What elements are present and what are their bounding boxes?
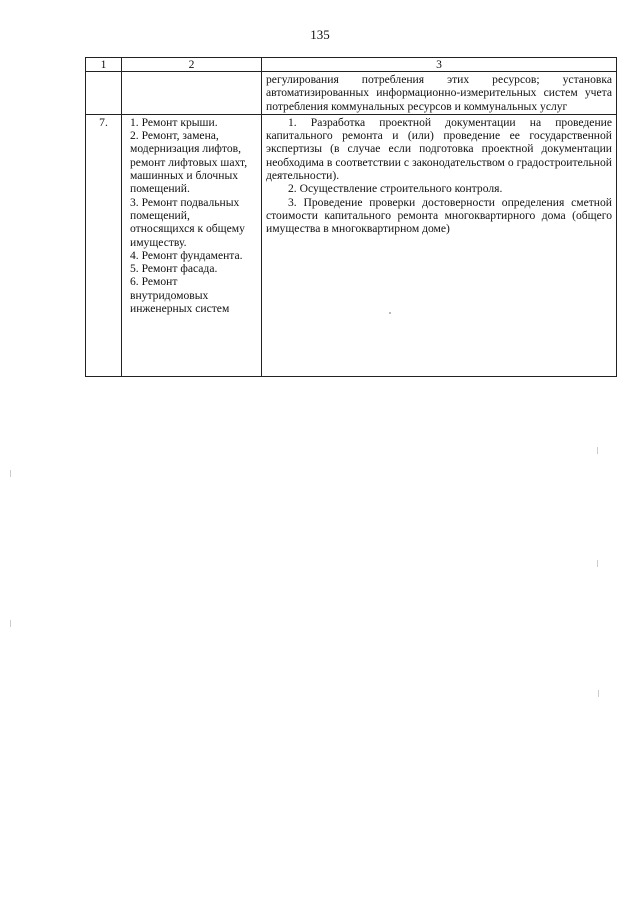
scan-speck (389, 312, 391, 314)
header-col-1: 1 (86, 58, 122, 72)
work-item: 3. Ремонт подвальных помещений, относящихся к общему имуществу. (130, 195, 245, 249)
work-item: 1. Ремонт крыши. (130, 115, 218, 129)
continuation-cell-1 (86, 72, 122, 115)
service-paragraph: 1. Разработка проектной документации на проведение капитального ремонта и (или) проведение ее государственной экспертизы (в случае если подготовка проектной документации необходима в соответствии с законодательством о градостроительной деятельности). (266, 115, 612, 183)
work-item: 2. Ремонт, замена, модернизация лифтов, ремонт лифтовых шахт, машинных и блочных помещений. (130, 129, 248, 196)
document-table (85, 57, 617, 377)
work-item: 4. Ремонт фундамента. (130, 248, 243, 262)
row-number: 7. (86, 114, 122, 376)
page-number: 135 (310, 27, 330, 42)
table-header-row (86, 58, 617, 72)
scan-mark (10, 470, 11, 477)
header-col-2: 2 (122, 58, 262, 72)
continuation-text: регулирования потребления этих ресурсов; установка автоматизированных информационно-измерительных систем учета потребления коммунальных ресурсов и коммунальных услуг (262, 72, 617, 115)
scan-mark (598, 690, 599, 697)
header-col-3: 3 (262, 58, 617, 72)
work-item: 6. Ремонт внутридомовых инженерных систем (130, 275, 230, 316)
service-paragraph: 3. Проведение проверки достоверности определения сметной стоимости капитального ремонта многоквартирного дома (общего имущества в многоквартирном доме) (266, 195, 612, 236)
continuation-row (86, 72, 617, 115)
scan-mark (10, 620, 11, 627)
scan-mark (597, 560, 598, 567)
service-paragraph: 2. Осуществление строительного контроля. (288, 182, 503, 196)
table-row (86, 114, 617, 376)
services-cell (262, 114, 617, 376)
continuation-cell-2 (122, 72, 262, 115)
works-cell (122, 114, 262, 376)
scan-mark (597, 447, 598, 454)
work-item: 5. Ремонт фасада. (130, 262, 218, 276)
